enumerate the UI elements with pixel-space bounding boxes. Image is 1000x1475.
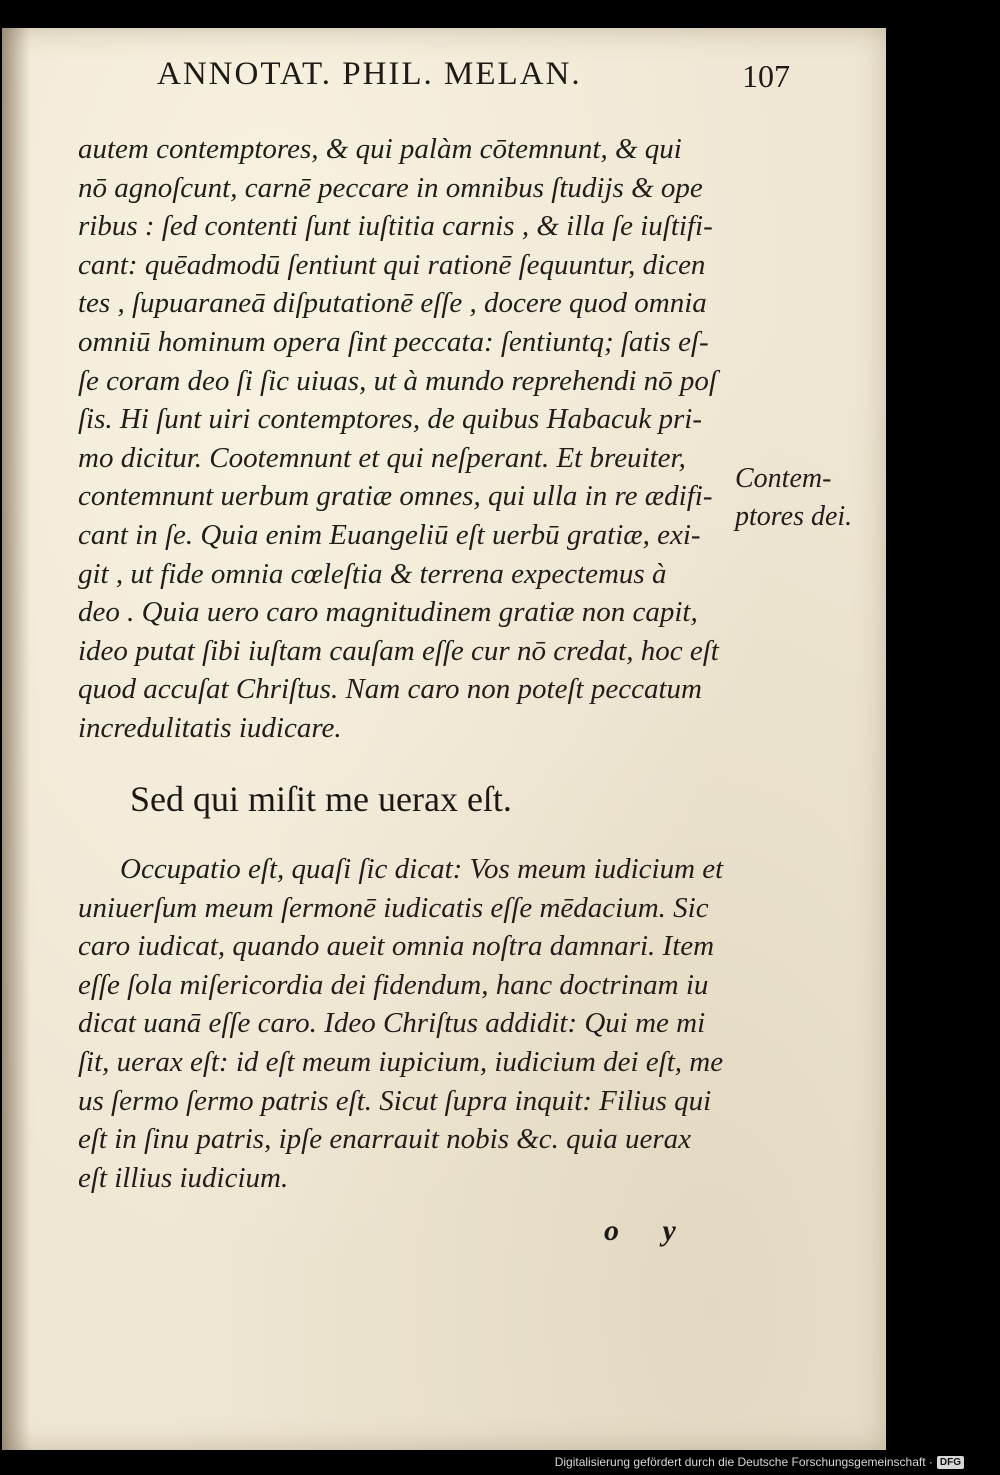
credit-text: Digitalisierung gefördert durch die Deutsche Forschungsgemeinschaft · — [554, 1455, 933, 1469]
marginal-note-line: Contem- — [735, 463, 832, 494]
text-line: tes , ſupuaraneā diſputationē eſſe , docere quod omnia — [78, 287, 707, 320]
marginal-note-line: ptores dei. — [735, 501, 853, 532]
text-line: cant: quēadmodū ſentiunt qui rationē ſequuntur, dicen — [78, 248, 706, 281]
text-line: nō agnoſcunt, carnē peccare in omnibus ſtudijs & ope — [78, 171, 703, 204]
book-page — [2, 28, 886, 1450]
marginal-note — [735, 460, 852, 536]
text-line: autem contemptores, & qui palàm cōtemnunt, & qui — [78, 133, 682, 165]
text-line: deo . Quia uero caro magnitudinem gratiæ non capit, — [78, 596, 698, 629]
text-line: mo dicitur. Cootemnunt et qui neſperant. Et breuiter, — [78, 441, 686, 474]
running-head: ANNOTAT. PHIL. MELAN. — [157, 56, 582, 92]
text-line: eſſe ſola miſericordia dei fidendum, hanc doctrinam iu — [78, 968, 709, 1001]
signature-mark: o y — [604, 1214, 694, 1247]
text-line: eſt illius iudicium. — [78, 1161, 289, 1194]
main-text-block — [78, 130, 758, 748]
text-line: git , ut fide omnia cœleſtia & terrena expectemus à — [78, 557, 667, 590]
text-line: cant in ſe. Quia enim Euangeliū eſt uerbū gratiæ, exi- — [78, 518, 701, 551]
text-line: dicat uanā eſſe caro. Ideo Chriſtus addidit: Qui me mi — [78, 1007, 706, 1040]
text-line: ideo putat ſibi iuſtam cauſam eſſe cur nō credat, hoc eſt — [78, 634, 719, 667]
page-number: 107 — [742, 58, 790, 94]
text-line: us ſermo ſermo patris eſt. Sicut ſupra inquit: Filius qui — [78, 1084, 712, 1117]
text-line: incredulitatis iudicare. — [78, 711, 342, 744]
text-line: Occupatio eſt, quaſi ſic dicat: Vos meum iudicium et — [120, 853, 724, 885]
text-line: omniū hominum opera ſint peccata: ſentiuntq; ſatis eſ- — [78, 325, 709, 358]
text-line: ribus : ſed contenti ſunt iuſtitia carnis , & illa ſe iuſtifi- — [78, 210, 713, 243]
text-line: ſe coram deo ſi ſic uiuas, ut à mundo reprehendi nō poſ — [78, 364, 717, 397]
digitization-credit — [555, 1455, 964, 1469]
text-line: uniuerſum meum ſermonē iudicatis eſſe mēdacium. Sic — [78, 891, 709, 924]
text-line: ſis. Hi ſunt uiri contemptores, de quibus Habacuk pri- — [78, 403, 702, 436]
text-line: contemnunt uerbum gratiæ omnes, qui ulla in re ædifi- — [78, 480, 713, 513]
dfg-logo: DFG — [937, 1456, 964, 1469]
text-line: caro iudicat, quando aueit omnia noſtra damnari. Item — [78, 930, 715, 963]
commentary-text-block — [78, 850, 758, 1197]
text-line: ſit, uerax eſt: id eſt meum iupicium, iudicium dei eſt, me — [78, 1045, 724, 1078]
text-line: eſt in ſinu patris, ipſe enarrauit nobis &c. quia uerax — [78, 1123, 691, 1156]
page-gutter-shadow — [2, 28, 30, 1450]
text-line: quod accuſat Chriſtus. Nam caro non poteſt peccatum — [78, 673, 702, 706]
lemma-heading: Sed qui miſit me uerax eſt. — [130, 779, 512, 819]
